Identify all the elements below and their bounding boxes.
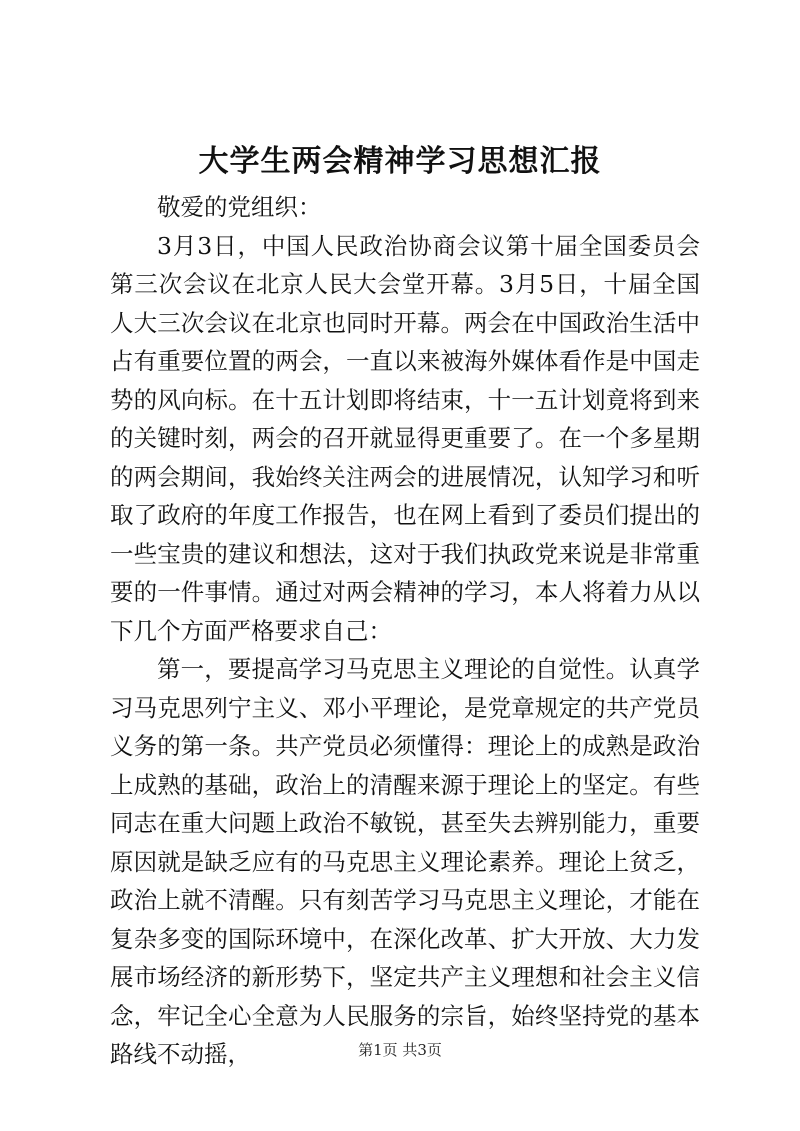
document-body xyxy=(110,188,700,1074)
paragraph: 3月3日，中国人民政治协商会议第十届全国委员会第三次会议在北京人民大会堂开幕。3月5日，十届全国人大三次会议在北京也同时开幕。两会在中国政治生活中占有重要位置的两会，一直以来被海外媒体看作是中国走势的风向标。在十五计划即将结束，十一五计划竟将到来的关键时刻，两会的召开就显得更重要了。在一个多星期的两会期间，我始终关注两会的进展情况，认知学习和听取了政府的年度工作报告，也在网上看到了委员们提出的一些宝贵的建议和想法，这对于我们执政党来说是非常重要的一件事情。通过对两会精神的学习，本人将着力从以下几个方面严格要求自己： xyxy=(110,231,700,645)
document-title: 大学生两会精神学习思想汇报 xyxy=(198,144,602,179)
salutation: 敬爱的党组织： xyxy=(157,193,322,221)
paragraph: 第一，要提高学习马克思主义理论的自觉性。认真学习马克思列宁主义、邓小平理论，是党章规定的共产党员义务的第一条。共产党员必须懂得：理论上的成熟是政治上成熟的基础，政治上的清醒来源于理论上的坚定。有些同志在重大问题上政治不敏锐，甚至失去辨别能力，重要原因就是缺乏应有的马克思主义理论素养。理论上贫乏，政治上就不清醒。只有刻苦学习马克思主义理论，才能在复杂多变的国际环境中，在深化改革、扩大开放、大力发展市场经济的新形势下，坚定共产主义理想和社会主义信念，牢记全心全意为人民服务的宗旨，始终坚持党的基本路线不动摇， xyxy=(110,655,700,1068)
page-footer: 第1页 共3页 xyxy=(358,1041,442,1059)
